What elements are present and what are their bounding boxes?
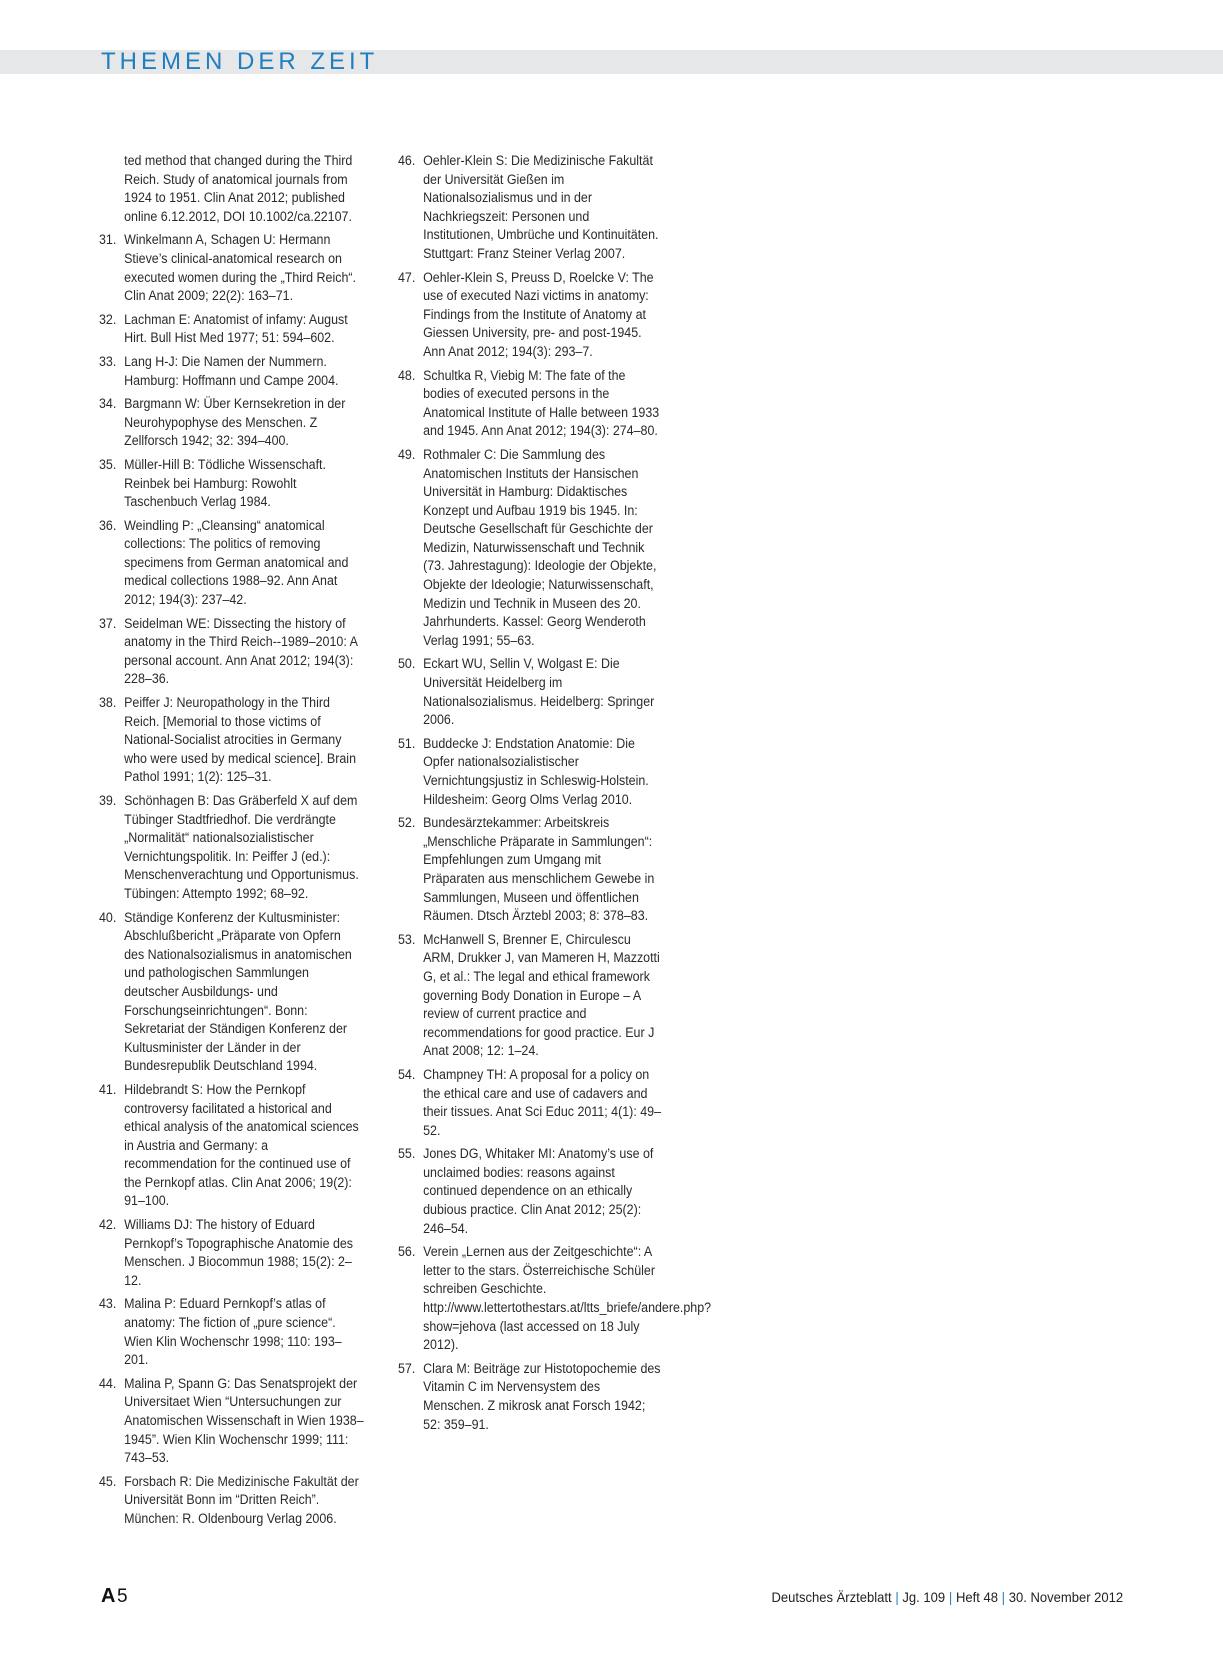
reference-text: Lachman E: Anatomist of infamy: August Hirt. Bull Hist Med 1977; 51: 594–602. xyxy=(124,311,348,346)
reference-item xyxy=(398,367,663,441)
reference-text: Ständige Konferenz der Kultusminister: Abschlußbericht „Präparate von Opfern des Nationalsozialismus in anatomischen und pathologischen Sammlungen deutscher Ausbildungs- und Forschungseinrichtungen“. Bonn: Sekretariat der Ständigen Konferenz der Kultusminister der Länder in der Bundesrepublik Deutschland 1994. xyxy=(124,909,352,1074)
page-footer xyxy=(101,1585,1123,1609)
reference-item xyxy=(398,269,663,362)
reference-number: 49. xyxy=(398,446,416,462)
reference-item xyxy=(398,446,663,651)
reference-text: Oehler-Klein S, Preuss D, Roelcke V: The use of executed Nazi victims in anatomy: Findings from the Institute of Anatomy at Giessen University, pre- and post-1945. Ann Anat 2012; 194(3): 293–7. xyxy=(423,269,654,359)
reference-number: 37. xyxy=(99,615,117,631)
reference-text: McHanwell S, Brenner E, Chirculescu ARM, Drukker J, van Mameren H, Mazzotti G, et al.: The legal and ethical framework governing Body Donation in Europe – A review of current practice and recommendations for good practice. Eur J Anat 2008; 12: 1–24. xyxy=(423,931,660,1059)
reference-number: 56. xyxy=(398,1244,416,1260)
reference-item xyxy=(99,311,364,348)
reference-text: Lang H-J: Die Namen der Nummern. Hamburg: Hoffmann und Campe 2004. xyxy=(124,353,339,388)
reference-text: Clara M: Beiträge zur Histotopochemie des Vitamin C im Nervensystem des Menschen. Z mikrosk anat Forsch 1942; 52: 359–91. xyxy=(423,1360,661,1432)
reference-item xyxy=(99,1216,364,1290)
page-letter: A xyxy=(101,1585,116,1607)
reference-text: Eckart WU, Sellin V, Wolgast E: Die Universität Heidelberg im Nationalsozialismus. Heidelberg: Springer 2006. xyxy=(423,656,655,728)
journal-volume: Jg. 109 xyxy=(902,1589,946,1605)
journal-issue: Heft 48 xyxy=(955,1589,998,1605)
reference-number: 36. xyxy=(99,517,117,533)
page-number: 5 xyxy=(117,1586,128,1607)
reference-number: 32. xyxy=(99,311,117,327)
reference-item xyxy=(99,395,364,451)
reference-text: Müller-Hill B: Tödliche Wissenschaft. Reinbek bei Hamburg: Rowohlt Taschenbuch Verlag 1984. xyxy=(124,456,326,510)
reference-text: Malina P: Eduard Pernkopf’s atlas of anatomy: The fiction of „pure science“. Wien Klin Wochenschr 1998; 110: 193–201. xyxy=(124,1296,342,1368)
reference-number: 55. xyxy=(398,1146,416,1162)
reference-text: Hildebrandt S: How the Pernkopf controversy facilitated a historical and ethical analysis of the anatomical sciences in Austria and Germany: a recommendation for the continued use of the Pernkopf atlas. Clin Anat 2006; 19(2): 91–100. xyxy=(124,1081,359,1209)
references-right-column xyxy=(398,152,712,1439)
reference-number: 51. xyxy=(398,735,416,751)
reference-item xyxy=(99,909,364,1076)
reference-item xyxy=(398,1360,663,1434)
reference-number: 39. xyxy=(99,793,117,808)
reference-number: 43. xyxy=(99,1296,117,1312)
reference-number: 45. xyxy=(99,1473,117,1489)
reference-item xyxy=(99,1081,364,1211)
reference-item xyxy=(99,1473,364,1529)
reference-number: 40. xyxy=(99,909,117,925)
reference-item xyxy=(99,231,364,305)
reference-item xyxy=(99,152,364,226)
reference-number: 54. xyxy=(398,1066,416,1082)
reference-number: 47. xyxy=(398,269,416,285)
journal-info xyxy=(771,1589,1123,1605)
reference-text: Buddecke J: Endstation Anatomie: Die Opfer nationalsozialistischer Vernichtungsjustiz in Schleswig-Holstein. Hildesheim: Georg Olms Verlag 2010. xyxy=(423,735,649,807)
reference-number: 31. xyxy=(99,232,117,248)
separator: | xyxy=(895,1589,899,1605)
reference-text: Forsbach R: Die Medizinische Fakultät der Universität Bonn im “Dritten Reich”. München: R. Oldenbourg Verlag 2006. xyxy=(124,1473,359,1526)
reference-item xyxy=(398,735,663,809)
reference-item xyxy=(99,517,364,610)
reference-text: Seidelman WE: Dissecting the history of anatomy in the Third Reich--1989–2010: A personal account. Ann Anat 2012; 194(3): 228–36. xyxy=(124,615,358,687)
reference-item xyxy=(99,694,364,787)
reference-item xyxy=(398,1145,663,1238)
separator: | xyxy=(948,1589,953,1605)
reference-text: Schönhagen B: Das Gräberfeld X auf dem Tübinger Stadtfriedhof. Die verdrängte „Normalität“ nationalsozialistischer Vernichtungspolitik. In: Peiffer J (ed.): Menschenverachtung und Opportunismus. Tübingen: Attempto 1992; 68–92. xyxy=(124,793,359,901)
reference-item xyxy=(99,1295,364,1369)
reference-number: 52. xyxy=(398,815,416,831)
journal-name: Deutsches Ärzteblatt xyxy=(771,1589,892,1605)
reference-text: Winkelmann A, Schagen U: Hermann Stieve’s clinical-anatomical research on executed women during the „Third Reich“. Clin Anat 2009; 22(2): 163–71. xyxy=(124,232,356,304)
reference-text: Verein „Lernen aus der Zeitgeschichte“: A letter to the stars. Österreichische Schüler schreiben Geschichte. http://www.lettertothestars.at/ltts_briefe/andere.php?show=jehova (last accessed on 18 July 2012). xyxy=(423,1244,712,1353)
reference-number: 57. xyxy=(398,1360,416,1376)
reference-text: Weindling P: „Cleansing“ anatomical collections: The politics of removing specimens from German anatomical and medical collections 1988–92. Ann Anat 2012; 194(3): 237–42. xyxy=(124,517,349,608)
journal-date: 30. November 2012 xyxy=(1008,1589,1123,1605)
reference-number: 33. xyxy=(99,353,117,369)
reference-text: Bargmann W: Über Kernsekretion in der Neurohypophyse des Menschen. Z Zellforsch 1942; 32: 394–400. xyxy=(124,396,346,449)
reference-item xyxy=(99,456,364,512)
reference-text: Peiffer J: Neuropathology in the Third Reich. [Memorial to those victims of National-Socialist atrocities in Germany who were used by medical science]. Brain Pathol 1991; 1(2): 125–31. xyxy=(124,695,356,785)
section-title: THEMEN DER ZEIT xyxy=(101,48,379,75)
reference-number: 44. xyxy=(99,1375,117,1391)
reference-item xyxy=(99,1375,364,1468)
reference-text: Rothmaler C: Die Sammlung des Anatomischen Instituts der Hansischen Universität in Hamburg: Didaktisches Konzept und Aufbau 1919 bis 1945. In: Deutsche Gesellschaft für Geschichte der Medizin, Naturwissenschaft und Technik (73. Jahrestagung): Ideologie der Objekte, Objekte der Ideologie; Naturwissenschaft, Medizin und Technik in Museen des 20. Jahrhunderts. Kassel: Georg Wenderoth Verlag 1991; 55–63. xyxy=(423,446,657,648)
reference-number: 34. xyxy=(99,396,117,412)
reference-item xyxy=(99,615,364,689)
reference-number: 41. xyxy=(99,1081,117,1097)
reference-item xyxy=(398,814,663,926)
reference-number: 53. xyxy=(398,931,416,947)
reference-number: 38. xyxy=(99,695,117,711)
reference-item xyxy=(398,655,663,729)
reference-item xyxy=(398,152,663,264)
reference-number: 35. xyxy=(99,456,117,472)
reference-number: 42. xyxy=(99,1217,117,1233)
reference-number: 48. xyxy=(398,367,416,383)
reference-text: Jones DG, Whitaker MI: Anatomy’s use of unclaimed bodies: reasons against continued dependence on an ethically dubious practice. Clin Anat 2012; 25(2): 246–54. xyxy=(423,1146,654,1236)
reference-item xyxy=(398,1243,712,1355)
reference-text: Malina P, Spann G: Das Senatsprojekt der Universitaet Wien “Untersuchungen zur Anatomischen Wissenschaft in Wien 1938–1945”. Wien Klin Wochenschr 1999; 111: 743–53. xyxy=(124,1375,364,1466)
reference-item xyxy=(398,1066,663,1140)
reference-item xyxy=(99,353,364,390)
reference-text: Schultka R, Viebig M: The fate of the bodies of executed persons in the Anatomical Institute of Halle between 1933 and 1945. Ann Anat 2012; 194(3): 274–80. xyxy=(423,367,660,439)
reference-text: ted method that changed during the Third Reich. Study of anatomical journals from 1924 to 1951. Clin Anat 2012; published online 6.12.2012, DOI 10.1002/ca.22107. xyxy=(124,153,353,224)
reference-text: Williams DJ: The history of Eduard Pernkopf’s Topographische Anatomie des Menschen. J Biocommun 1988; 15(2): 2–12. xyxy=(124,1217,354,1288)
reference-text: Bundesärztekammer: Arbeitskreis „Menschliche Präparate in Sammlungen“: Empfehlungen zum Umgang mit Präparaten aus menschlichem Gewebe in Sammlungen, Museen und öffentlichen Räumen. Dtsch Ärztebl 2003; 8: 378–83. xyxy=(423,815,655,924)
reference-text: Champney TH: A proposal for a policy on the ethical care and use of cadavers and their tissues. Anat Sci Educ 2011; 4(1): 49–52. xyxy=(423,1066,662,1138)
reference-text: Oehler-Klein S: Die Medizinische Fakultät der Universität Gießen im Nationalsozialismus und in der Nachkriegszeit: Personen und Institutionen, Umbrüche und Kontinuitäten. Stuttgart: Franz Steiner Verlag 2007. xyxy=(423,153,659,261)
separator: | xyxy=(1001,1589,1005,1605)
reference-number: 46. xyxy=(398,153,416,168)
reference-number: 50. xyxy=(398,656,416,672)
reference-item xyxy=(398,931,663,1061)
references-left-column xyxy=(99,152,364,1534)
reference-item xyxy=(99,792,364,904)
